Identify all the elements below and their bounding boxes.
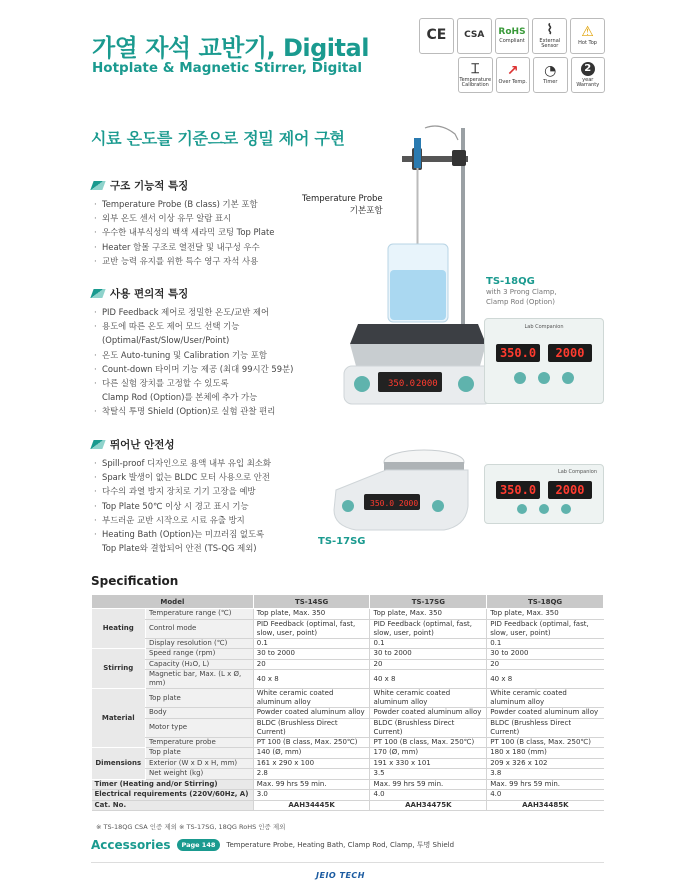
- spec-cell: PT 100 (B class, Max. 250℃): [253, 737, 370, 748]
- product-image-ts17sg: [326, 440, 476, 536]
- spec-row-label: Temperature probe: [145, 737, 253, 748]
- feature-item: · 착탈식 투명 Shield (Option)로 실험 관찰 편리: [92, 404, 342, 418]
- spec-cell: 30 to 2000: [253, 649, 370, 660]
- spec-row-label: Temperature range (℃): [145, 609, 253, 620]
- csa-mark-icon: CSA: [457, 18, 492, 54]
- over-temp-icon: ↗ Over Temp.: [496, 57, 531, 93]
- accessories: [91, 838, 454, 852]
- warranty-icon: 2 year Warranty: [571, 57, 606, 93]
- feature-item: · 다른 실험 장치를 고정할 수 있도록: [92, 376, 342, 390]
- spec-cell: 0.1: [487, 638, 604, 649]
- spec-cell: 3.8: [487, 769, 604, 780]
- feature-item: · 우수한 내부식성의 백색 세라믹 코팅 Top Plate: [92, 225, 342, 239]
- spec-cell: AAH34445K: [253, 800, 370, 811]
- spec-row-label: Cat. No.: [92, 800, 254, 811]
- spec-cell: Top plate, Max. 350: [487, 609, 604, 620]
- cert-icons: [419, 18, 605, 93]
- spec-group-label: Dimensions: [92, 748, 146, 780]
- feature-item: Top Plate와 결합되어 안전 (TS-QG 제외): [102, 543, 257, 554]
- spec-row: [92, 748, 604, 759]
- spec-cell: 2.8: [253, 769, 370, 780]
- spec-cell: Powder coated aluminum alloy: [370, 708, 487, 719]
- spec-row: [92, 708, 604, 719]
- feature-item: · 외부 온도 센서 이상 유무 알람 표시: [92, 211, 342, 225]
- spec-cell: AAH34475K: [370, 800, 487, 811]
- feature-item: · 용도에 따른 온도 제어 모드 선택 기능: [92, 319, 342, 333]
- control-panel-qg: [484, 318, 604, 404]
- spec-row-label: Top plate: [145, 689, 253, 708]
- timer-icon: ◔ Timer: [533, 57, 568, 93]
- heat-button-icon: [517, 504, 527, 514]
- section-safety: [92, 437, 342, 555]
- spec-cell: White ceramic coated aluminum alloy: [487, 689, 604, 708]
- spec-row: [92, 769, 604, 780]
- spec-row-label: Body: [145, 708, 253, 719]
- spec-cell: BLDC (Brushless Direct Current): [370, 718, 487, 737]
- spec-row: [92, 779, 604, 790]
- timer-button-icon: [539, 504, 549, 514]
- feature-item: · 부드러운 교반 시작으로 시료 유출 방지: [92, 513, 342, 527]
- stir-button-icon: [561, 504, 571, 514]
- spec-cell: 0.1: [253, 638, 370, 649]
- spec-cell: 3.0: [253, 790, 370, 801]
- feature-list: [92, 456, 342, 555]
- spec-row-label: Display resolution (℃): [145, 638, 253, 649]
- section-mark-icon: [90, 440, 105, 449]
- spec-cell: Max. 99 hrs 59 min.: [370, 779, 487, 790]
- spec-cell: 180 x 180 (mm): [487, 748, 604, 759]
- spec-cell: Powder coated aluminum alloy: [487, 708, 604, 719]
- spec-cell: 30 to 2000: [487, 649, 604, 660]
- spec-row: [92, 718, 604, 737]
- footer-divider: [91, 862, 604, 863]
- feature-item: · Spill-proof 디자인으로 용액 내부 유입 최소화: [92, 456, 342, 470]
- model-callout-sg: TS-17SG: [318, 536, 366, 547]
- section-mark-icon: [90, 289, 105, 298]
- spec-cell: Top plate, Max. 350: [253, 609, 370, 620]
- spec-cell: PID Feedback (optimal, fast, slow, user, point): [253, 619, 370, 638]
- headline: 시료 온도를 기준으로 정밀 제어 구현: [91, 129, 345, 148]
- spec-row: [92, 649, 604, 660]
- page-title: 가열 자석 교반기, Digital: [92, 34, 369, 62]
- spec-header-row: [92, 595, 604, 609]
- spec-row-label: Speed range (rpm): [145, 649, 253, 660]
- heat-button-icon: [514, 372, 526, 384]
- spec-cell: 30 to 2000: [370, 649, 487, 660]
- spec-cell: White ceramic coated aluminum alloy: [370, 689, 487, 708]
- product-image-ts18qg: [330, 118, 490, 410]
- spec-cell: PID Feedback (optimal, fast, slow, user, point): [487, 619, 604, 638]
- spec-cell: 4.0: [487, 790, 604, 801]
- model-callout-qg: TS-18QG with 3 Prong Clamp, Clamp Rod (Option): [486, 276, 557, 306]
- spec-row-label: Motor type: [145, 718, 253, 737]
- spec-row-label: Capacity (H₂O, L): [145, 659, 253, 670]
- spec-group-label: Heating: [92, 609, 146, 649]
- temperature-display: 350.0: [496, 344, 540, 362]
- spec-row: [92, 689, 604, 708]
- spec-cell: Powder coated aluminum alloy: [253, 708, 370, 719]
- footnote: ※ TS-18QG CSA 인증 제외 ※ TS-17SG, 18QG RoHS 인증 제외: [96, 823, 286, 831]
- svg-text:350.0 2000: 350.0 2000: [370, 499, 419, 508]
- spec-cell: 191 x 330 x 101: [370, 758, 487, 769]
- feature-item: · Count-down 타이머 기능 제공 (최대 99시간 59분): [92, 362, 342, 376]
- probe-callout: Temperature Probe 기본포함: [302, 194, 383, 216]
- feature-list: [92, 305, 342, 419]
- section-heading: 사용 편의적 특징: [92, 286, 342, 301]
- display-brand: Lab Companion: [524, 324, 564, 330]
- spec-cell: Max. 99 hrs 59 min.: [487, 779, 604, 790]
- spec-row-label: Exterior (W x D x H, mm): [145, 758, 253, 769]
- feature-item: · Temperature Probe (B class) 기본 포함: [92, 197, 342, 211]
- temperature-display: 350.0: [496, 481, 540, 499]
- feature-item: · Heating Bath (Option)는 미끄러짐 없도록: [92, 527, 342, 541]
- feature-item: · Spark 발생이 없는 BLDC 모터 사용으로 안전: [92, 470, 342, 484]
- timer-button-icon: [538, 372, 550, 384]
- spec-group-label: Material: [92, 689, 146, 748]
- spec-cell: PT 100 (B class, Max. 250℃): [487, 737, 604, 748]
- svg-text:350.0: 350.0: [388, 379, 416, 389]
- spec-cell: 40 x 8: [253, 670, 370, 689]
- spec-cell: 0.1: [370, 638, 487, 649]
- spec-row: [92, 800, 604, 811]
- temperature-calibration-icon: ⌶ Temperature Calibration: [458, 57, 493, 93]
- spec-row: [92, 758, 604, 769]
- spec-cell: 3.5: [370, 769, 487, 780]
- control-panel-sg: [484, 464, 604, 524]
- display-brand: Lab Companion: [557, 469, 597, 475]
- feature-item: · PID Feedback 제어로 정밀한 온도/교반 제어: [92, 305, 342, 319]
- spec-cell: PT 100 (B class, Max. 250℃): [370, 737, 487, 748]
- spec-group-label: Stirring: [92, 649, 146, 689]
- spec-cell: Max. 99 hrs 59 min.: [253, 779, 370, 790]
- spec-cell: 209 x 326 x 102: [487, 758, 604, 769]
- feature-item: Clamp Rod (Option)를 본체에 추가 가능: [102, 392, 258, 403]
- accessories-list: Temperature Probe, Heating Bath, Clamp Rod, Clamp, 투명 Shield: [226, 841, 455, 849]
- brand-logo: JEIO TECH: [316, 871, 365, 880]
- feature-item: (Optimal/Fast/Slow/User/Point): [102, 335, 230, 346]
- feature-item: · 교반 능력 유지를 위한 특수 영구 자석 사용: [92, 254, 342, 268]
- feature-item: · 온도 Auto-tuning 및 Calibration 기능 포함: [92, 348, 342, 362]
- spec-row-label: Timer (Heating and/or Stirring): [92, 779, 254, 790]
- spec-table: [91, 594, 604, 811]
- rohs-mark-icon: RoHS Compliant: [495, 18, 530, 54]
- svg-text:2000: 2000: [416, 379, 438, 389]
- spec-cell: 40 x 8: [487, 670, 604, 689]
- spec-header-ts14sg: TS-14SG: [253, 595, 370, 609]
- feature-item: · Top Plate 50℃ 이상 시 경고 표시 기능: [92, 499, 342, 513]
- spec-row: [92, 670, 604, 689]
- speed-display: 2000: [548, 344, 592, 362]
- ce-mark-icon: CE: [419, 18, 454, 54]
- spec-header-ts17sg: TS-17SG: [370, 595, 487, 609]
- spec-row: [92, 659, 604, 670]
- spec-cell: PID Feedback (optimal, fast, slow, user, point): [370, 619, 487, 638]
- spec-cell: 20: [487, 659, 604, 670]
- spec-cell: 4.0: [370, 790, 487, 801]
- spec-row-label: Net weight (kg): [145, 769, 253, 780]
- spec-row: [92, 790, 604, 801]
- spec-row: [92, 737, 604, 748]
- spec-header-model: Model: [92, 595, 254, 609]
- spec-cell: 170 (Ø, mm): [370, 748, 487, 759]
- spec-row-label: Top plate: [145, 748, 253, 759]
- external-sensor-icon: ⌇ External Sensor: [532, 18, 567, 54]
- section-mark-icon: [90, 181, 105, 190]
- speed-display: 2000: [548, 481, 592, 499]
- spec-cell: AAH34485K: [487, 800, 604, 811]
- page-subtitle: Hotplate & Magnetic Stirrer, Digital: [92, 60, 363, 76]
- spec-row: [92, 609, 604, 620]
- spec-cell: 140 (Ø, mm): [253, 748, 370, 759]
- spec-cell: 40 x 8: [370, 670, 487, 689]
- spec-cell: 161 x 290 x 100: [253, 758, 370, 769]
- spec-title: Specification: [91, 574, 179, 588]
- section-heading: 뛰어난 안전성: [92, 437, 342, 452]
- section-heading: 구조 기능적 특징: [92, 178, 342, 193]
- spec-cell: 20: [253, 659, 370, 670]
- spec-cell: BLDC (Brushless Direct Current): [253, 718, 370, 737]
- page-link-badge[interactable]: Page 148: [177, 839, 221, 851]
- spec-row: [92, 638, 604, 649]
- section-structure: [92, 178, 342, 268]
- spec-row-label: Magnetic bar, Max. (L x Ø, mm): [145, 670, 253, 689]
- spec-row: [92, 619, 604, 638]
- spec-cell: 20: [370, 659, 487, 670]
- spec-cell: BLDC (Brushless Direct Current): [487, 718, 604, 737]
- spec-row-label: Control mode: [145, 619, 253, 638]
- spec-header-ts18qg: TS-18QG: [487, 595, 604, 609]
- stir-button-icon: [562, 372, 574, 384]
- accessories-title: Accessories: [91, 838, 171, 852]
- spec-cell: White ceramic coated aluminum alloy: [253, 689, 370, 708]
- hot-top-icon: ⚠ Hot Top: [570, 18, 605, 54]
- section-usability: [92, 286, 342, 419]
- feature-item: · 다수의 과열 방지 장치로 기기 고장을 예방: [92, 484, 342, 498]
- spec-cell: Top plate, Max. 350: [370, 609, 487, 620]
- spec-row-label: Electrical requirements (220V/60Hz, A): [92, 790, 254, 801]
- feature-item: · Heater 함몰 구조로 열전달 및 내구성 우수: [92, 240, 342, 254]
